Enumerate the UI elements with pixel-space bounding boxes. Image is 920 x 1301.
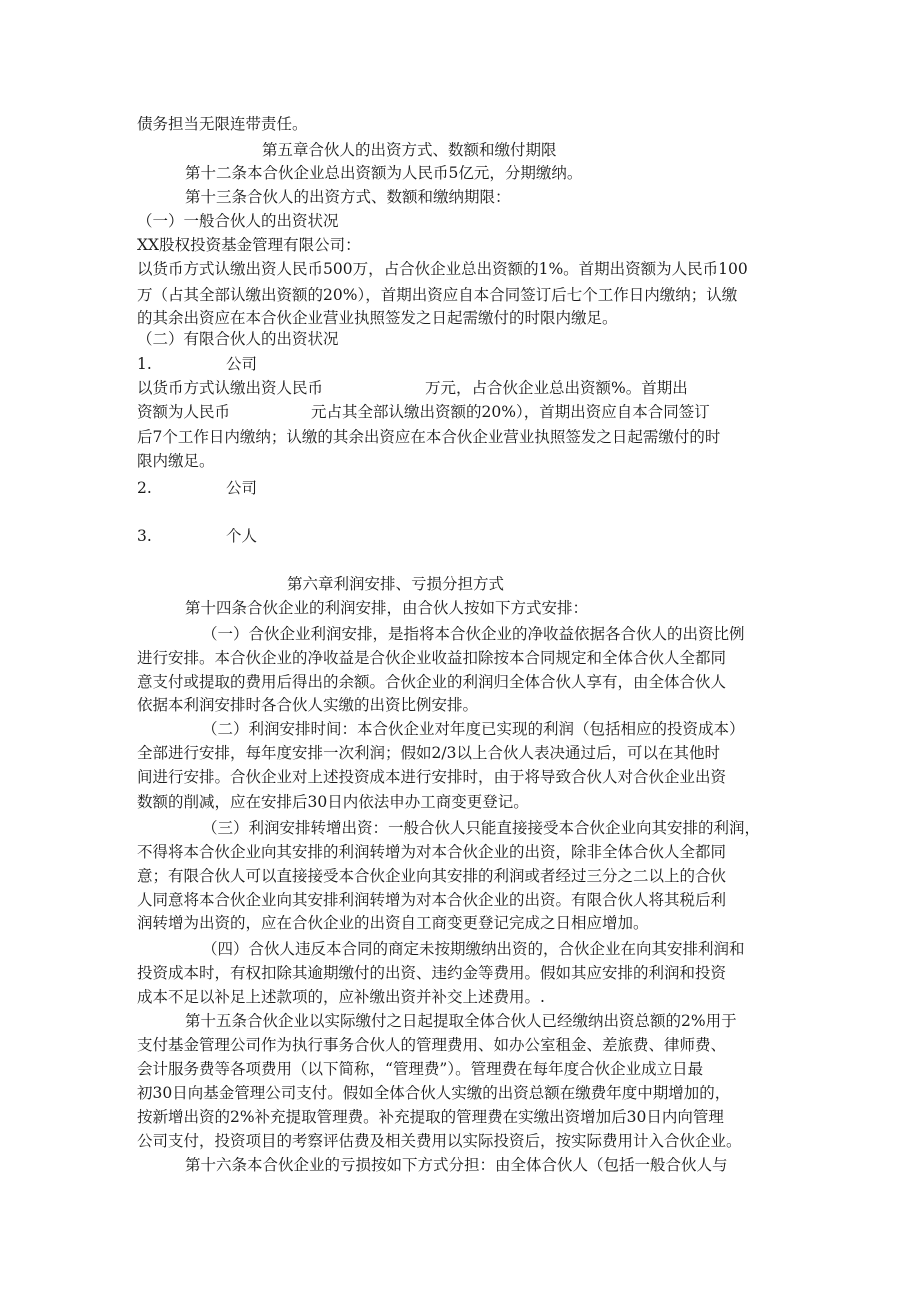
chapter-heading: 第五章合伙人的出资方式、数额和缴付期限 (262, 141, 557, 159)
chapter-heading: 第六章利润安排、亏损分担方式 (287, 575, 505, 593)
text-line: 万（占其全部认缴出资额的20%），首期出资应自本合同签订后七个工作日内缴纳；认缴 (137, 286, 738, 304)
text-line: 债务担当无限连带责任。 (137, 115, 308, 133)
section-heading: （一）一般合伙人的出资状况 (137, 212, 339, 230)
item-label: 公司 (226, 479, 258, 497)
item-label: 公司 (226, 355, 258, 373)
text-line: 后7个工作日内缴纳；认缴的其余出资应在本合伙企业营业执照签发之日起需缴付的时 (137, 428, 721, 446)
paragraph-line: 进行安排。本合伙企业的净收益是合伙企业收益扣除按本合同规定和全体合伙人全都同 (137, 649, 727, 667)
paragraph-line: 成本不足以补足上述款项的，应补缴出资并补交上述费用。. (137, 988, 545, 1006)
item-number: 2. (137, 479, 152, 497)
article-line: 第十四条合伙企业的利润安排，由合伙人按如下方式安排： (185, 599, 589, 617)
article-line: 第十二条本合伙企业总出资额为人民币5亿元，分期缴纳。 (185, 164, 583, 182)
paragraph-line: 会计服务费等各项费用（以下简称，“管理费”）。管理费在每年度合伙企业成立日最 (137, 1060, 704, 1078)
item-number: 3. (137, 527, 152, 545)
article-line: 第十三条合伙人的出资方式、数额和缴纳期限： (185, 188, 511, 206)
paragraph-line: 初30日向基金管理公司支付。假如全体合伙人实缴的出资总额在缴费年度中期增加的， (137, 1084, 731, 1102)
paragraph-line: （四）合伙人违反本合同的商定未按期缴纳出资的，合伙企业在向其安排利润和 (202, 940, 745, 958)
paragraph-line: 数额的削减，应在安排后30日内依法申办工商变更登记。 (137, 793, 529, 811)
text-line: 元占其全部认缴出资额的20%），首期出资应自本合同签订 (311, 403, 710, 421)
paragraph-line: 按新增出资的2%补充提取管理费。补充提取的管理费在实缴出资增加后30日内向管理 (137, 1108, 724, 1126)
paragraph-line: 不得将本合伙企业向其安排的利润转增为对本合伙企业的出资，除非全体合伙人全都同 (137, 843, 727, 861)
paragraph-line: （一）合伙企业利润安排，是指将本合伙企业的净收益依据各合伙人的出资比例 (202, 625, 745, 643)
paragraph-line: 润转增为出资的，应在合伙企业的出资自工商变更登记完成之日相应增加。 (137, 914, 649, 932)
paragraph-line: 人同意将本合伙企业向其安排利润转增为对本合伙企业的出资。有限合伙人将其税后利 (137, 891, 727, 909)
text-line: XX股权投资基金管理有限公司： (137, 236, 361, 254)
article-line: 第十六条本合伙企业的亏损按如下方式分担：由全体合伙人（包括一般合伙人与 (185, 1156, 728, 1174)
paragraph-line: （二）利润安排时间：本合伙企业对年度已实现的利润（包括相应的投资成本） (202, 720, 745, 738)
paragraph-line: 公司支付，投资项目的考察评估费及相关费用以实际投资后，按实际费用计入合伙企业。 (137, 1132, 742, 1150)
item-label: 个人 (226, 527, 258, 545)
paragraph-line: 意；有限合伙人可以直接接受本合伙企业向其安排的利润或者经过三分之二以上的合伙 (137, 867, 727, 885)
paragraph-line: （三）利润安排转增出资：一般合伙人只能直接接受本合伙企业向其安排的利润， (202, 819, 761, 837)
section-heading: （二）有限合伙人的出资状况 (137, 330, 339, 348)
paragraph-line: 间进行安排。合伙企业对上述投资成本进行安排时，由于将导致合伙人对合伙企业出资 (137, 768, 727, 786)
text-line: 以货币方式认缴出资人民币500万，占合伙企业总出资额的1%。首期出资额为人民币100 (137, 260, 748, 278)
text-line: 以货币方式认缴出资人民币 (137, 379, 324, 397)
item-number: 1. (137, 355, 152, 373)
paragraph-line: 支付基金管理公司作为执行事务合伙人的管理费用、如办公室租金、差旅费、律师费、 (137, 1036, 727, 1054)
paragraph-line: 依据本利润安排时各合伙人实缴的出资比例安排。 (137, 696, 479, 714)
text-line: 万元，占合伙企业总出资额%。首期出 (425, 379, 688, 397)
text-line: 限内缴足。 (137, 452, 215, 470)
paragraph-line: 全部进行安排，每年度安排一次利润；假如2/3以上合伙人表决通过后，可以在其他时 (137, 744, 720, 762)
paragraph-line: 第十五条合伙企业以实际缴付之日起提取全体合伙人已经缴纳出资总额的2%用于 (185, 1012, 737, 1030)
paragraph-line: 投资成本时，有权扣除其逾期缴付的出资、违约金等费用。假如其应安排的利润和投资 (137, 964, 727, 982)
text-line: 的其余出资应在本合伙企业营业执照签发之日起需缴付的时限内缴足。 (137, 309, 618, 327)
text-line: 资额为人民币 (137, 403, 231, 421)
paragraph-line: 意支付或提取的费用后得出的余额。合伙企业的利润归全体合伙人享有，由全体合伙人 (137, 673, 727, 691)
